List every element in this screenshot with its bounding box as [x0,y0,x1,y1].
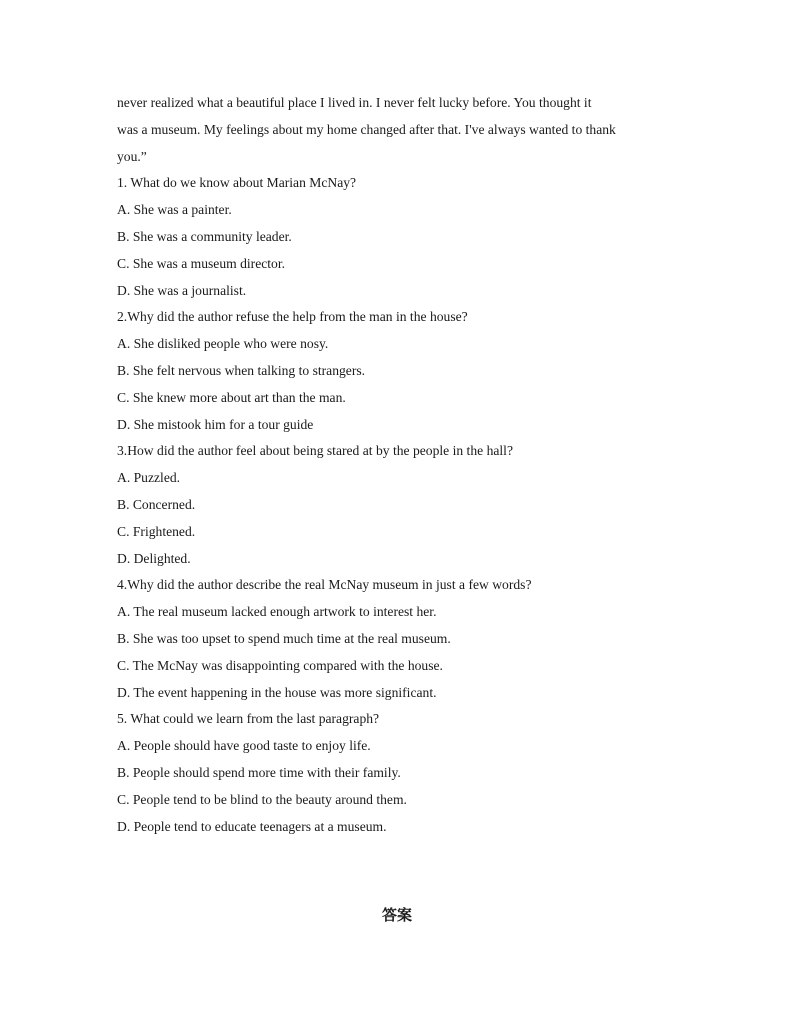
document-body [117,90,677,840]
question-stem: 2.Why did the author refuse the help from the man in the house? [117,309,468,325]
passage-tail [117,90,677,170]
question-stem: 1. What do we know about Marian McNay? [117,175,357,191]
option-d: D. Delighted. [117,550,191,566]
option-b: B. She felt nervous when talking to strangers. [117,362,366,378]
option-a: A. She was a painter. [117,202,232,218]
option-d: D. She mistook him for a tour guide [117,416,314,432]
option-b: B. She was too upset to spend much time at the real museum. [117,630,451,646]
option-c: C. She was a museum director. [117,255,286,271]
option-a: A. People should have good taste to enjoy life. [117,738,371,754]
question-5 [117,706,677,840]
passage-line: never realized what a beautiful place I lived in. I never felt lucky before. You thought it [117,95,592,110]
option-c: C. She knew more about art than the man. [117,389,346,405]
option-b: B. She was a community leader. [117,228,292,244]
question-4 [117,572,677,706]
option-c: C. The McNay was disappointing compared with the house. [117,657,443,673]
question-2 [117,304,677,438]
option-c: C. People tend to be blind to the beauty around them. [117,791,407,807]
question-stem: 4.Why did the author describe the real McNay museum in just a few words? [117,577,532,593]
question-3 [117,438,677,572]
option-c: C. Frightened. [117,523,196,539]
question-stem: 3.How did the author feel about being stared at by the people in the hall? [117,443,513,459]
option-b: B. Concerned. [117,496,196,512]
question-1 [117,170,677,304]
option-b: B. People should spend more time with their family. [117,764,401,780]
passage-line: was a museum. My feelings about my home changed after that. I've always wanted to thank [117,121,616,137]
option-d: D. The event happening in the house was more significant. [117,684,437,700]
question-stem: 5. What could we learn from the last paragraph? [117,711,380,727]
answer-heading: 答案 [381,906,412,924]
option-d: D. She was a journalist. [117,282,247,298]
option-d: D. People tend to educate teenagers at a museum. [117,818,387,834]
passage-line: you.” [117,148,147,164]
option-a: A. The real museum lacked enough artwork to interest her. [117,604,437,620]
option-a: A. She disliked people who were nosy. [117,336,329,352]
option-a: A. Puzzled. [117,470,181,486]
